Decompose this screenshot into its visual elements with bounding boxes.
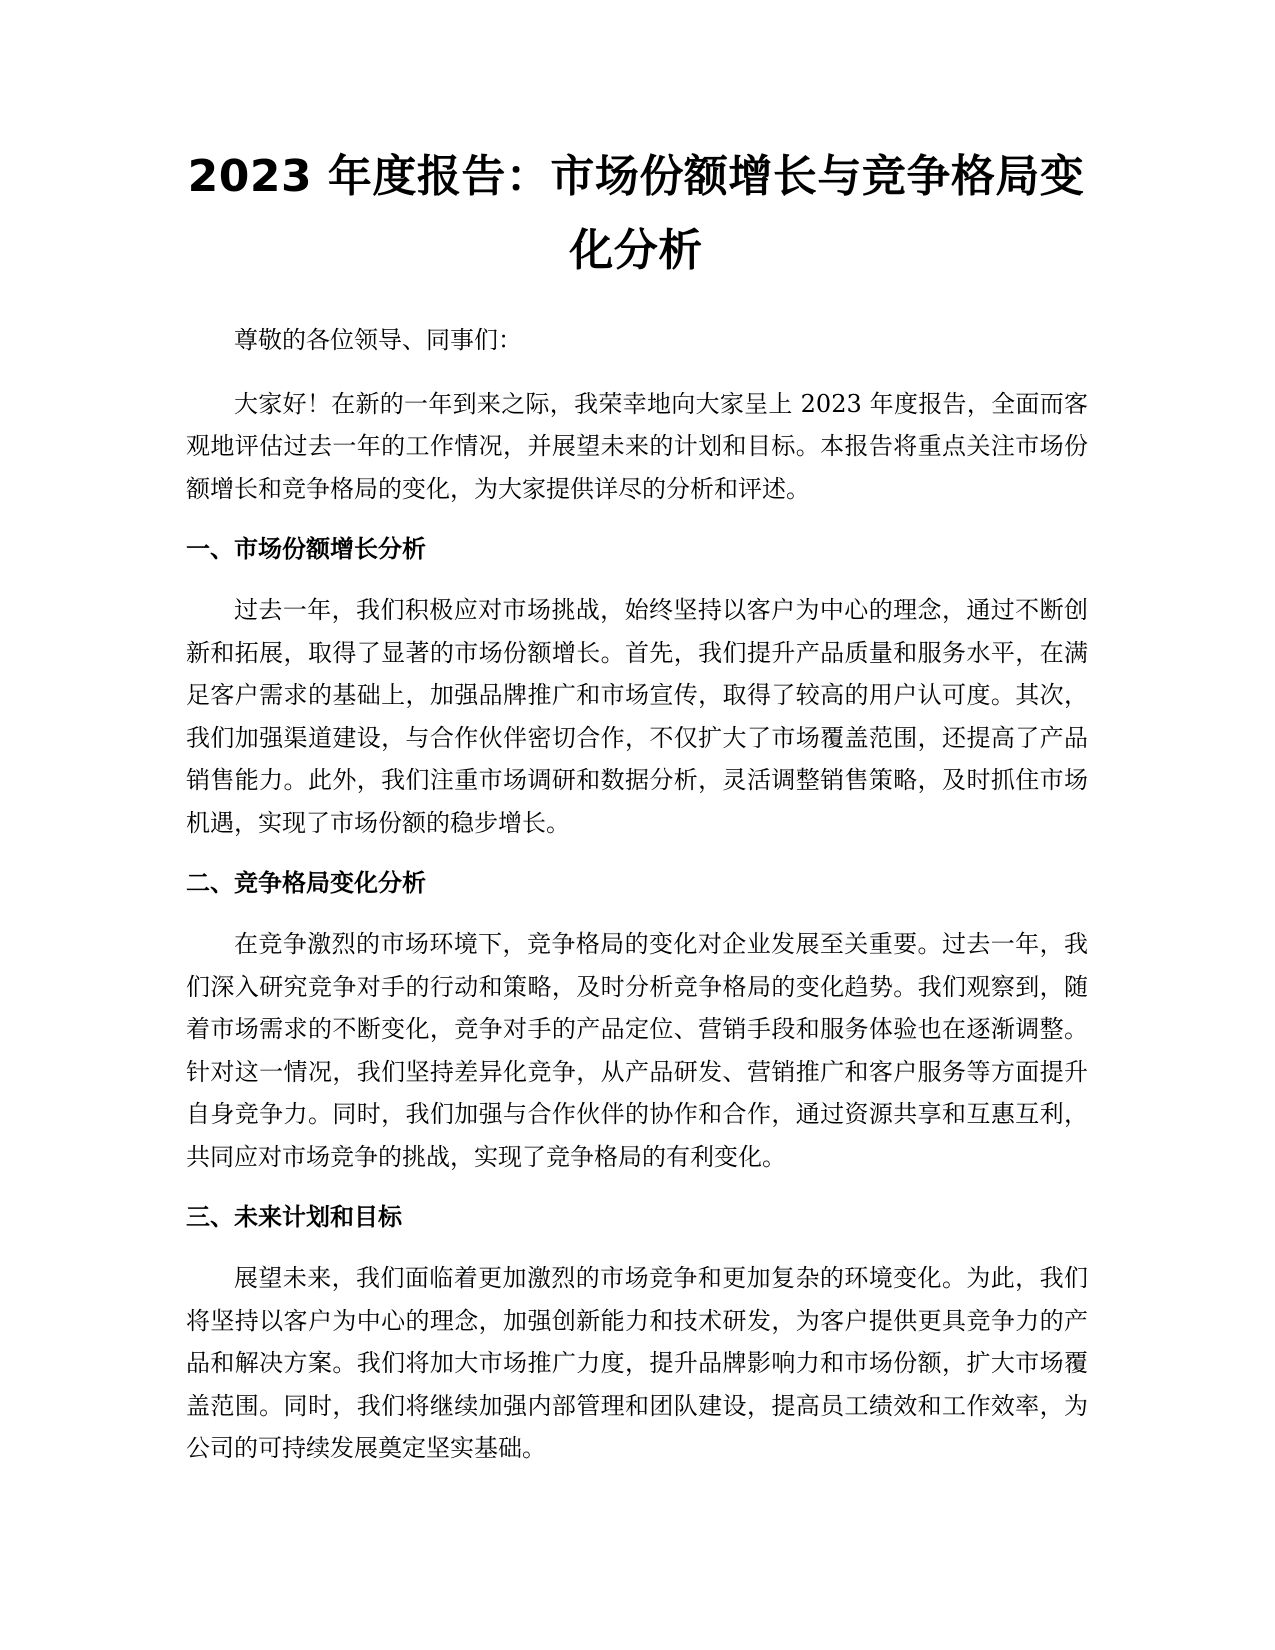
- document-body: [186, 319, 1088, 1491]
- section-heading-future-plans: 三、未来计划和目标: [186, 1203, 402, 1231]
- section-heading-market-share: 一、市场份额增长分析: [186, 535, 426, 563]
- intro-paragraph: 大家好！在新的一年到来之际，我荣幸地向大家呈上 2023 年度报告，全面而客观地评估过去一年的工作情况，并展望未来的计划和目标。本报告将重点关注市场份额增长和竞争格局的变化，为大家提供详尽的分析和评述。: [186, 389, 1088, 503]
- section-body-competition: 在竞争激烈的市场环境下，竞争格局的变化对企业发展至关重要。过去一年，我们深入研究竞争对手的行动和策略，及时分析竞争格局的变化趋势。我们观察到，随着市场需求的不断变化，竞争对手的产品定位、营销手段和服务体验也在逐渐调整。针对这一情况，我们坚持差异化竞争，从产品研发、营销推广和客户服务等方面提升自身竞争力。同时，我们加强与合作伙伴的协作和合作，通过资源共享和互惠互利，共同应对市场竞争的挑战，实现了竞争格局的有利变化。: [186, 930, 1088, 1171]
- section-body-market-share: 过去一年，我们积极应对市场挑战，始终坚持以客户为中心的理念，通过不断创新和拓展，取得了显著的市场份额增长。首先，我们提升产品质量和服务水平，在满足客户需求的基础上，加强品牌推广和市场宣传，取得了较高的用户认可度。其次，我们加强渠道建设，与合作伙伴密切合作，不仅扩大了市场覆盖范围，还提高了产品销售能力。此外，我们注重市场调研和数据分析，灵活调整销售策略，及时抓住市场机遇，实现了市场份额的稳步增长。: [186, 596, 1088, 837]
- salutation: 尊敬的各位领导、同事们：: [234, 326, 522, 354]
- document-title: 2023 年度报告：市场份额增长与竞争格局变化分析: [187, 151, 1085, 276]
- section-body-future-plans: 展望未来，我们面临着更加激烈的市场竞争和更加复杂的环境变化。为此，我们将坚持以客户为中心的理念，加强创新能力和技术研发，为客户提供更具竞争力的产品和解决方案。我们将加大市场推广力度，提升品牌影响力和市场份额，扩大市场覆盖范围。同时，我们将继续加强内部管理和团队建设，提高员工绩效和工作效率，为公司的可持续发展奠定坚实基础。: [186, 1264, 1088, 1462]
- section-heading-competition: 二、竞争格局变化分析: [186, 869, 426, 897]
